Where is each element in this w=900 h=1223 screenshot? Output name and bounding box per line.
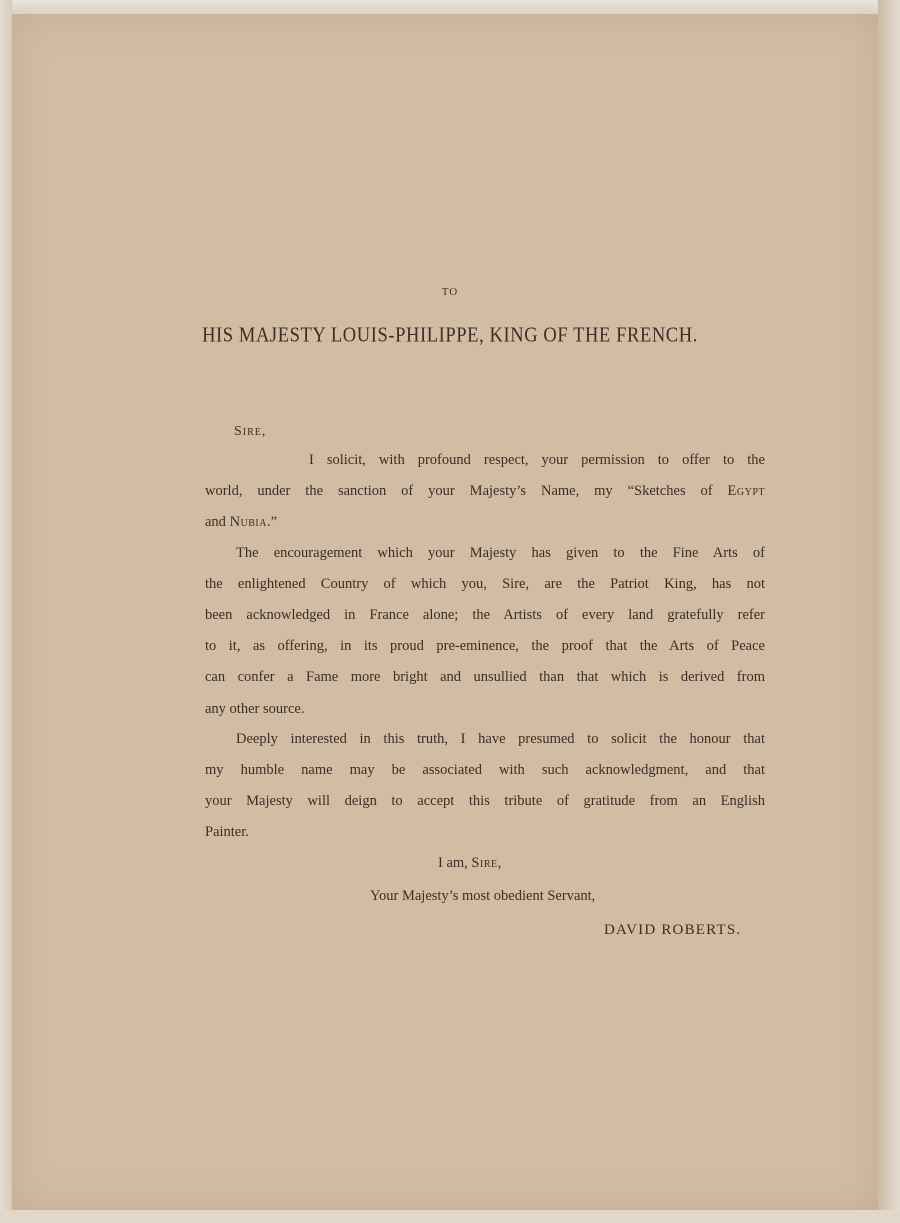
scan-top-edge [0,0,900,14]
paragraph-2-line-3: been acknowledged in France alone; the Artists of every land gratefully refer [205,607,765,623]
scan-right-edge [878,0,900,1223]
paragraph-2-line-2: the enlightened Country of which you, Sire, are the Patriot King, has not [205,576,765,592]
paragraph-3-line-2: my humble name may be associated with such acknowledgment, and that [205,762,765,778]
paragraph-1-line-3 [205,507,765,538]
egypt-word: Egypt [727,483,765,499]
closing-i-am-text: I am, [438,855,472,871]
signature: DAVID ROBERTS. [604,922,742,938]
paragraph-3-line-1: Deeply interested in this truth, I have presumed to solicit the honour that [236,731,765,747]
closing-sire: Sire [471,855,498,871]
paragraph-1-line-2 [205,476,765,507]
paragraph-3-line-4: Painter. [205,824,249,840]
closing-comma: , [497,855,502,871]
paragraph-3-line-3: your Majesty will deign to accept this tribute of gratitude from an English [205,793,765,809]
paragraph-2-line-5: can confer a Fame more bright and unsullied than that which is derived from [205,669,765,685]
scan-bottom-edge [0,1210,900,1223]
nubia-word: Nubia [229,514,267,530]
paragraph-2-line-6: any other source. [205,701,305,717]
paragraph-1-line-3-text: and [205,514,230,530]
paragraph-1-line-2-text: world, under the sanction of your Majesty’s Name, my “Sketches of [205,483,728,499]
closing-servant: Your Majesty’s most obedient Servant, [370,888,596,904]
paragraph-2-line-1: The encouragement which your Majesty has given to the Fine Arts of [236,545,765,561]
paragraph-1-line-3-end: .” [266,514,278,530]
salutation: Sire, [234,424,267,439]
dedication-title: HIS MAJESTY LOUIS-PHILIPPE, KING OF THE FRENCH. [202,324,698,348]
scan-left-edge [0,0,12,1223]
closing-i-am [438,855,501,872]
paragraph-1-line-1: I solicit, with profound respect, your permission to offer to the [309,452,765,468]
dedication-to: TO [441,286,459,298]
paragraph-2-line-4: to it, as offering, in its proud pre-eminence, the proof that the Arts of Peace [205,638,765,654]
